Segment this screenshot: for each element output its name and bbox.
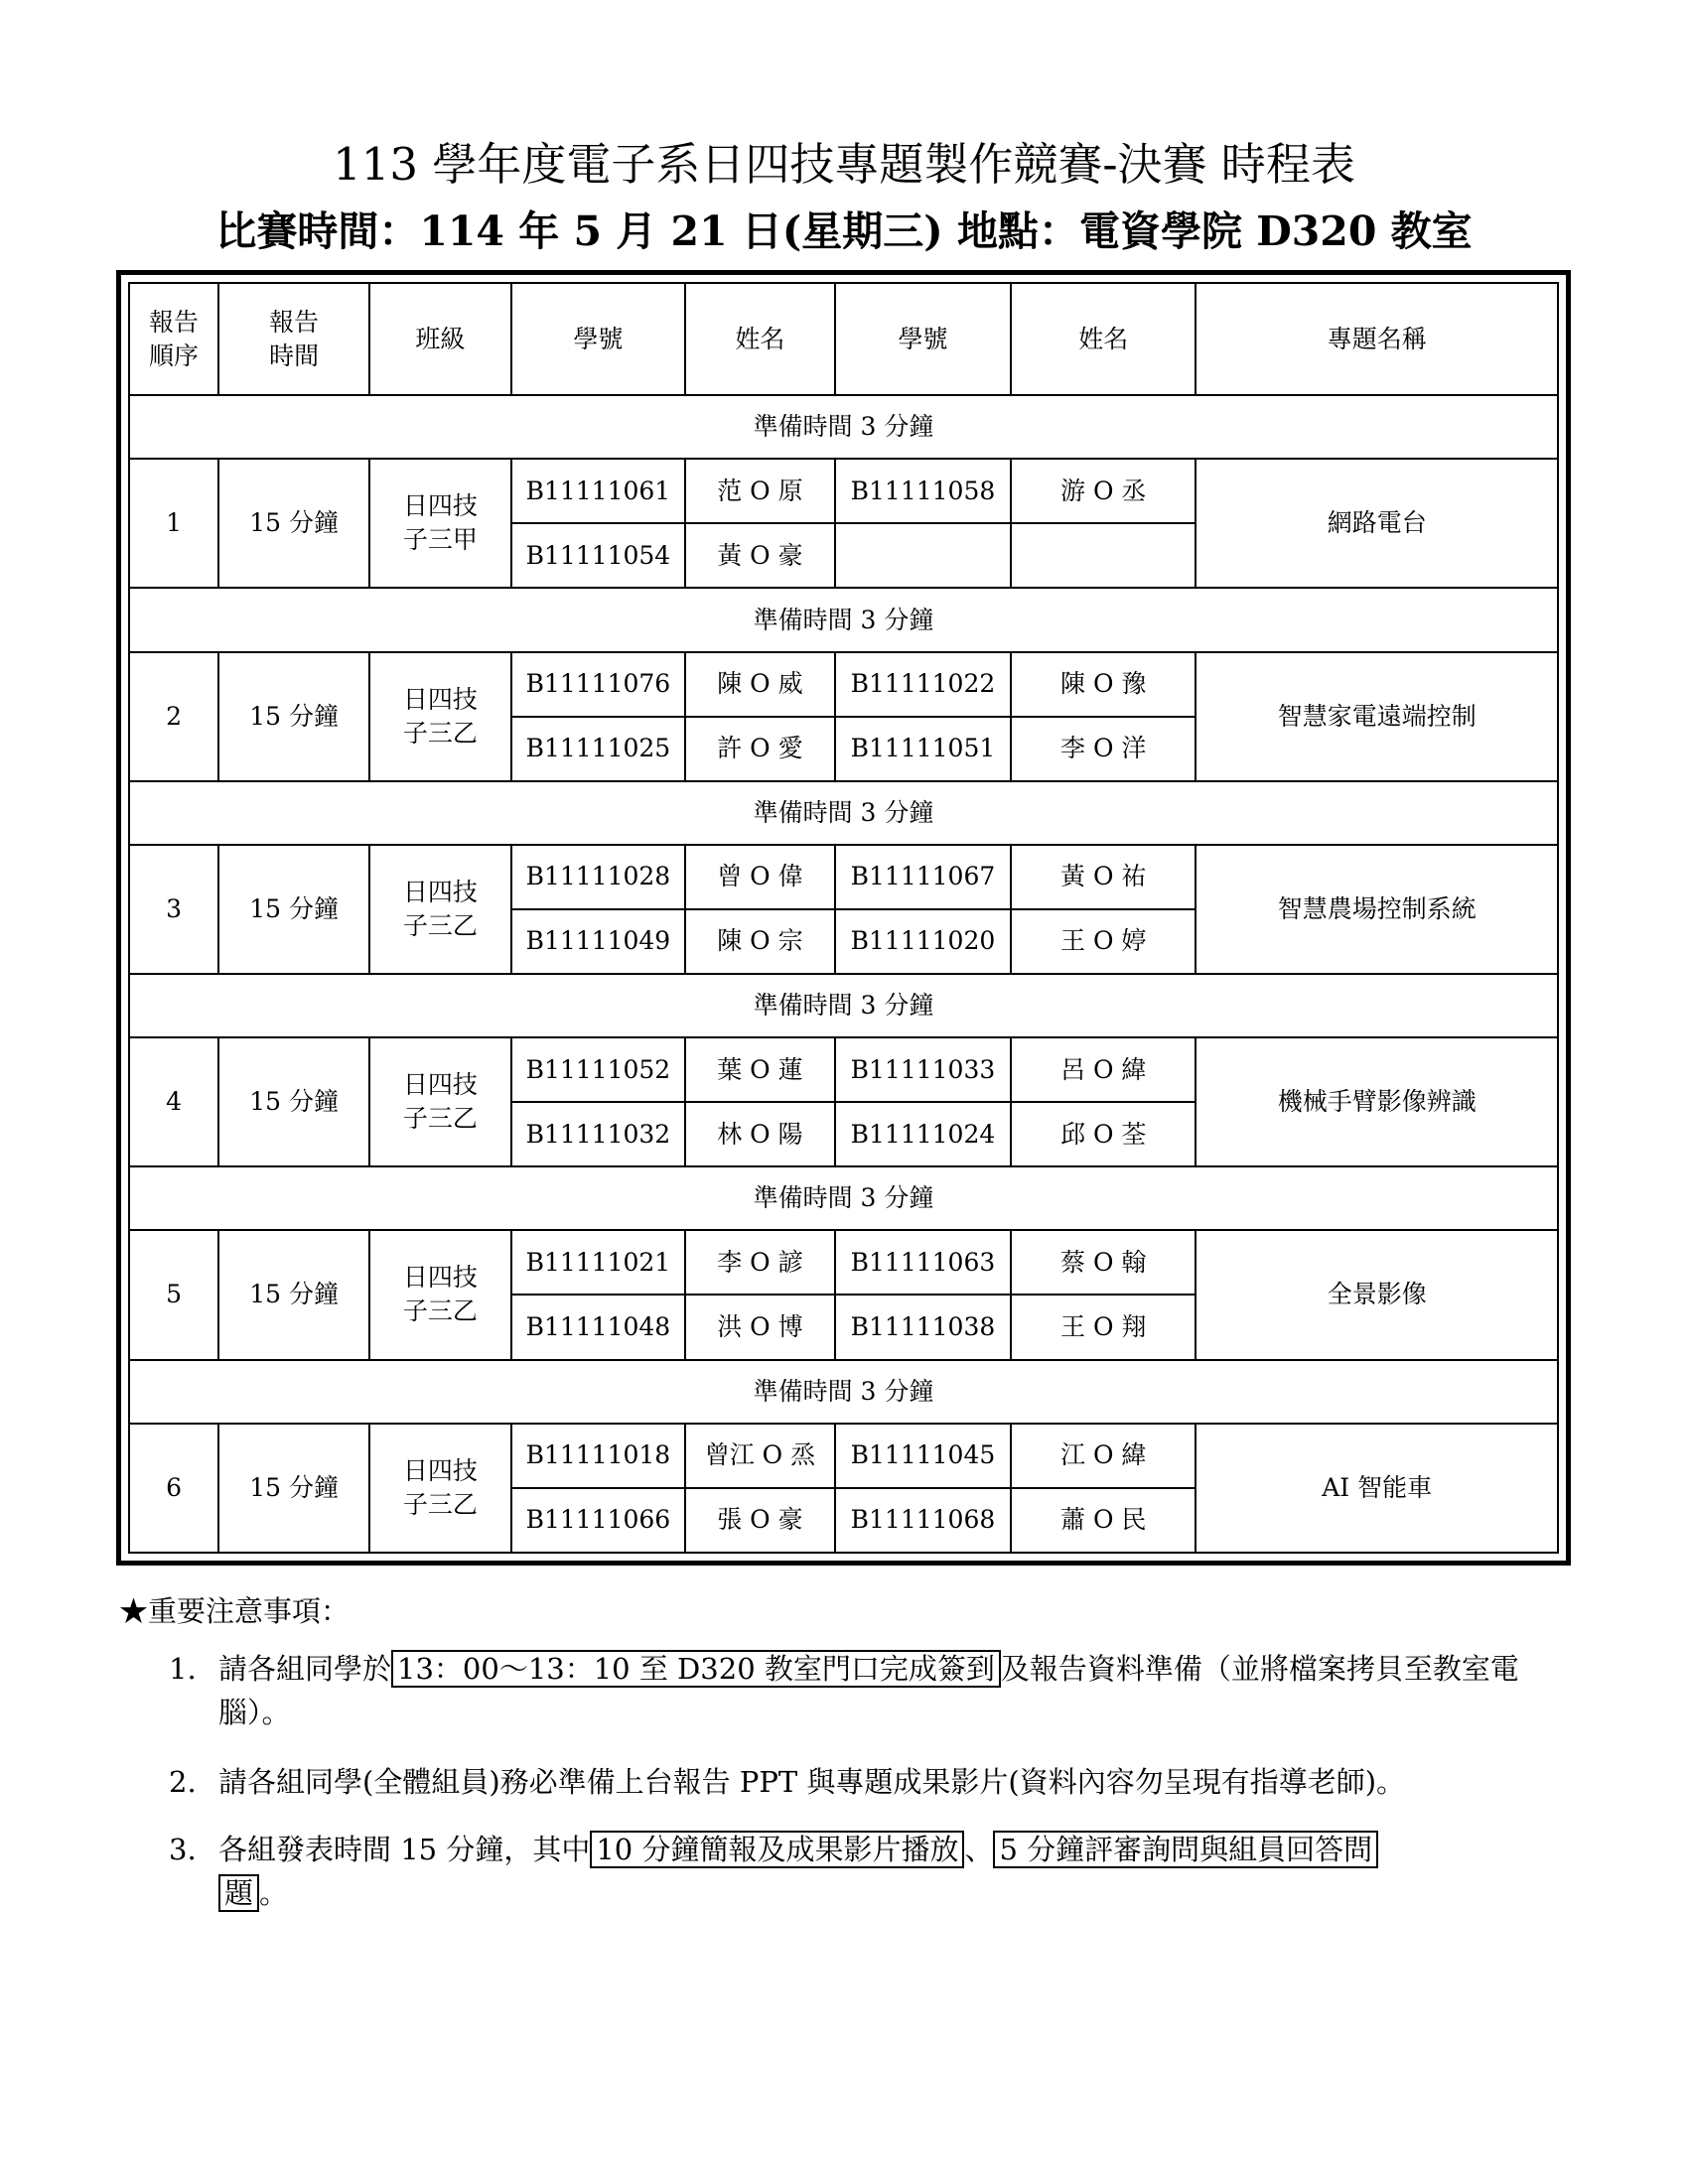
student-id-cell: B11111025 — [511, 717, 685, 781]
student-name-cell: 陳 O 宗 — [685, 909, 835, 974]
boxed-text: 13：00～13：10 至 D320 教室門口完成簽到 — [391, 1650, 1001, 1688]
topic-cell: 全景影像 — [1196, 1230, 1558, 1359]
order-cell: 4 — [129, 1037, 218, 1166]
student-id-cell: B11111076 — [511, 652, 685, 717]
student-id-cell: B11111063 — [835, 1230, 1011, 1295]
prep-time-cell: 準備時間 3 分鐘 — [129, 395, 1558, 459]
student-id-cell: B11111033 — [835, 1037, 1011, 1102]
class-cell: 日四技 子三乙 — [369, 1424, 511, 1553]
boxed-text: 5 分鐘評審詢問與組員回答問 — [993, 1831, 1378, 1868]
student-name-cell: 許 O 愛 — [685, 717, 835, 781]
student-name-cell: 王 O 婷 — [1011, 909, 1196, 974]
boxed-text: 10 分鐘簡報及成果影片播放 — [590, 1831, 964, 1868]
table-row — [129, 1424, 1558, 1488]
student-name-cell — [1011, 523, 1196, 588]
prep-time-cell: 準備時間 3 分鐘 — [129, 1166, 1558, 1230]
student-id-cell: B11111048 — [511, 1295, 685, 1359]
prep-time-cell: 準備時間 3 分鐘 — [129, 588, 1558, 651]
student-id-cell: B11111018 — [511, 1424, 685, 1488]
page-title: 113 學年度電子系日四技專題製作競賽-決賽 時程表 — [333, 138, 1355, 191]
prep-time-cell: 準備時間 3 分鐘 — [129, 974, 1558, 1037]
student-id-cell: B11111061 — [511, 459, 685, 523]
student-name-cell: 陳 O 威 — [685, 652, 835, 717]
table-row — [129, 845, 1558, 909]
topic-cell: AI 智能車 — [1196, 1424, 1558, 1553]
student-id-cell: B11111067 — [835, 845, 1011, 909]
student-name-cell: 林 O 陽 — [685, 1102, 835, 1166]
student-id-cell: B11111020 — [835, 909, 1011, 974]
duration-cell: 15 分鐘 — [218, 459, 369, 588]
prep-time-row — [129, 974, 1558, 1037]
student-id-cell: B11111052 — [511, 1037, 685, 1102]
student-name-cell: 曾 O 偉 — [685, 845, 835, 909]
student-name-cell: 張 O 豪 — [685, 1488, 835, 1553]
student-name-cell: 范 O 原 — [685, 459, 835, 523]
note-item: 1. 請各組同學於 13：00～13：10 至 D320 教室門口完成簽到 及報告資料準備（並將檔案拷貝至教室電腦）。 — [169, 1652, 1519, 1729]
student-name-cell: 蔡 O 翰 — [1011, 1230, 1196, 1295]
header-name-2: 姓名 — [1011, 283, 1196, 395]
table-row — [129, 1037, 1558, 1102]
prep-time-row — [129, 1360, 1558, 1424]
student-id-cell: B11111022 — [835, 652, 1011, 717]
prep-time-row — [129, 781, 1558, 845]
duration-cell: 15 分鐘 — [218, 1424, 369, 1553]
header-topic: 專題名稱 — [1196, 283, 1558, 395]
student-id-cell: B11111045 — [835, 1424, 1011, 1488]
student-id-cell: B11111068 — [835, 1488, 1011, 1553]
page-subtitle: 比賽時間：114 年 5 月 21 日(星期三) 地點：電資學院 D320 教室 — [215, 207, 1473, 255]
schedule-table-frame — [116, 270, 1571, 1566]
class-cell: 日四技 子三乙 — [369, 1230, 511, 1359]
class-cell: 日四技 子三乙 — [369, 1037, 511, 1166]
student-name-cell: 呂 O 緯 — [1011, 1037, 1196, 1102]
student-name-cell: 江 O 緯 — [1011, 1424, 1196, 1488]
table-row — [129, 652, 1558, 717]
note-item: 3. 各組發表時間 15 分鐘，其中 10 分鐘簡報及成果影片播放 、 5 分鐘評審詢問與組員回答問 題 。 — [169, 1828, 1539, 1915]
class-cell: 日四技 子三乙 — [369, 845, 511, 974]
class-cell: 日四技 子三乙 — [369, 652, 511, 781]
order-cell: 5 — [129, 1230, 218, 1359]
table-row — [129, 1230, 1558, 1295]
prep-time-cell: 準備時間 3 分鐘 — [129, 1360, 1558, 1424]
student-name-cell: 李 O 洋 — [1011, 717, 1196, 781]
student-name-cell: 邱 O 荃 — [1011, 1102, 1196, 1166]
student-id-cell: B11111028 — [511, 845, 685, 909]
table-header-row — [129, 283, 1558, 395]
student-id-cell: B11111024 — [835, 1102, 1011, 1166]
student-name-cell: 蕭 O 民 — [1011, 1488, 1196, 1553]
student-name-cell: 葉 O 蓮 — [685, 1037, 835, 1102]
notes-heading: ★重要注意事項： — [119, 1594, 351, 1628]
order-cell: 1 — [129, 459, 218, 588]
duration-cell: 15 分鐘 — [218, 652, 369, 781]
header-order: 報告 順序 — [129, 283, 218, 395]
class-cell: 日四技 子三甲 — [369, 459, 511, 588]
student-name-cell: 曾江 O 烝 — [685, 1424, 835, 1488]
student-name-cell: 黃 O 祐 — [1011, 845, 1196, 909]
student-id-cell: B11111021 — [511, 1230, 685, 1295]
order-cell: 3 — [129, 845, 218, 974]
prep-time-row — [129, 1166, 1558, 1230]
student-name-cell: 黃 O 豪 — [685, 523, 835, 588]
topic-cell: 網路電台 — [1196, 459, 1558, 588]
student-id-cell: B11111038 — [835, 1295, 1011, 1359]
student-name-cell: 陳 O 豫 — [1011, 652, 1196, 717]
duration-cell: 15 分鐘 — [218, 1037, 369, 1166]
header-class: 班級 — [369, 283, 511, 395]
prep-time-row — [129, 588, 1558, 651]
student-id-cell: B11111032 — [511, 1102, 685, 1166]
student-name-cell: 李 O 諺 — [685, 1230, 835, 1295]
header-student-id-1: 學號 — [511, 283, 685, 395]
duration-cell: 15 分鐘 — [218, 845, 369, 974]
header-time: 報告 時間 — [218, 283, 369, 395]
topic-cell: 機械手臂影像辨識 — [1196, 1037, 1558, 1166]
order-cell: 6 — [129, 1424, 218, 1553]
boxed-text: 題 — [218, 1874, 259, 1912]
prep-time-row — [129, 395, 1558, 459]
prep-time-cell: 準備時間 3 分鐘 — [129, 781, 1558, 845]
student-name-cell: 洪 O 博 — [685, 1295, 835, 1359]
order-cell: 2 — [129, 652, 218, 781]
duration-cell: 15 分鐘 — [218, 1230, 369, 1359]
student-name-cell: 游 O 丞 — [1011, 459, 1196, 523]
student-id-cell: B11111058 — [835, 459, 1011, 523]
topic-cell: 智慧家電遠端控制 — [1196, 652, 1558, 781]
header-student-id-2: 學號 — [835, 283, 1011, 395]
table-row — [129, 459, 1558, 523]
student-name-cell: 王 O 翔 — [1011, 1295, 1196, 1359]
topic-cell: 智慧農場控制系統 — [1196, 845, 1558, 974]
header-name-1: 姓名 — [685, 283, 835, 395]
student-id-cell: B11111054 — [511, 523, 685, 588]
student-id-cell: B11111066 — [511, 1488, 685, 1553]
student-id-cell — [835, 523, 1011, 588]
note-item: 2. 請各組同學(全體組員)務必準備上台報告 PPT 與專題成果影片(資料內容勿呈現有指導老師)。 — [169, 1765, 1406, 1799]
schedule-table — [128, 282, 1559, 1554]
student-id-cell: B11111051 — [835, 717, 1011, 781]
student-id-cell: B11111049 — [511, 909, 685, 974]
